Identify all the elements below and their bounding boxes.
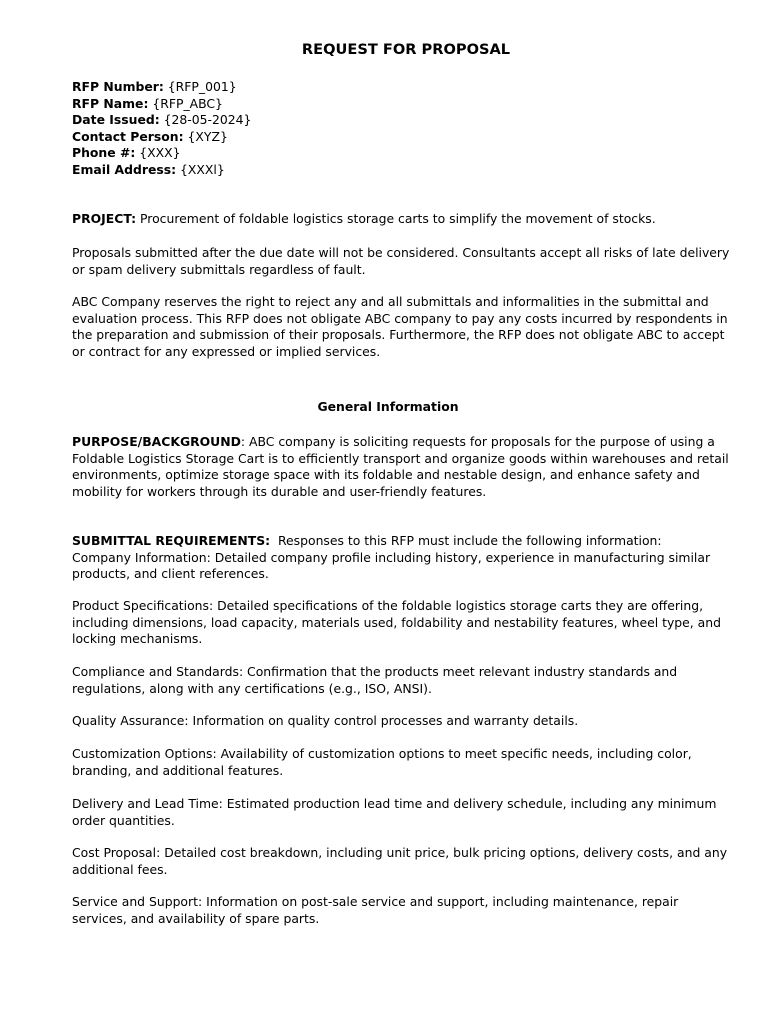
phone-value: {XXX} — [139, 145, 181, 161]
email-value: {XXXl} — [180, 161, 225, 177]
project-paragraph — [72, 211, 732, 228]
customization-options-paragraph: Customization Options: Availability of customization options to meet specific needs, including color, branding, and additional features. — [72, 746, 692, 778]
compliance-standards-paragraph: Compliance and Standards: Confirmation that the products meet relevant industry standards and regulations, along with any certifications (e.g., ISO, ANSI). — [72, 664, 678, 696]
submittal-intro: Responses to this RFP must include the following information: — [270, 533, 662, 548]
contact-person-value: {XYZ} — [187, 128, 228, 144]
date-issued-value: {28-05-2024} — [163, 112, 252, 128]
product-specifications-paragraph: Product Specifications: Detailed specifications of the foldable logistics storage carts they are offering, including dimensions, load capacity, materials used, foldability and nestability features, wheel type, and locking mechanisms. — [72, 598, 721, 647]
company-information-text: Company Information: Detailed company profile including history, experience in manufacturing similar products, and client references. — [72, 549, 711, 582]
rfp-name-line — [72, 96, 251, 113]
submittal-label: SUBMITTAL REQUIREMENTS: — [72, 533, 271, 548]
rfp-name-label: RFP Name: — [72, 95, 149, 111]
email-label: Email Address: — [72, 161, 177, 177]
general-information-heading: General Information — [317, 399, 459, 414]
rfp-number-line — [72, 79, 251, 96]
phone-label: Phone #: — [72, 145, 136, 161]
rfp-name-value: {RFP_ABC} — [152, 95, 223, 111]
contact-person-label: Contact Person: — [72, 128, 184, 144]
rfp-number-label: RFP Number: — [72, 79, 164, 94]
cost-proposal-paragraph: Cost Proposal: Detailed cost breakdown, including unit price, bulk pricing options, delivery costs, and any additional fees. — [72, 845, 728, 877]
purpose-label: PURPOSE/BACKGROUND — [72, 434, 241, 449]
quality-assurance-paragraph: Quality Assurance: Information on quality control processes and warranty details. — [72, 713, 579, 728]
rfp-metadata — [72, 79, 251, 179]
purpose-paragraph — [72, 434, 732, 500]
email-line — [72, 162, 251, 179]
date-issued-line — [72, 112, 251, 129]
phone-line — [72, 145, 251, 162]
submittal-paragraph — [72, 533, 732, 583]
rfp-number-value: {RFP_001} — [167, 79, 237, 94]
service-support-paragraph: Service and Support: Information on post-sale service and support, including maintenance, repair services, and availability of spare parts. — [72, 894, 679, 926]
delivery-lead-time-paragraph: Delivery and Lead Time: Estimated production lead time and delivery schedule, including any minimum order quantities. — [72, 796, 717, 828]
purpose-text: : ABC company is soliciting requests for proposals for the purpose of using a Foldable Logistics Storage Cart is to efficiently transport and organize goods within warehouses and retail environments, optimize storage space with its foldable and nestable design, and enhance safety and mobility for workers through its durable and user-friendly features. — [72, 434, 729, 499]
project-label: PROJECT: — [72, 211, 137, 226]
contact-person-line — [72, 129, 251, 146]
reserve-rights-paragraph: ABC Company reserves the right to reject any and all submittals and informalities in the submittal and evaluation process. This RFP does not obligate ABC company to pay any costs incurred by respondents in the preparation and submission of their proposals. Furthermore, the RFP does not obligate ABC to accept or contract for any expressed or implied services. — [72, 294, 728, 359]
date-issued-label: Date Issued: — [72, 112, 160, 128]
document-title: REQUEST FOR PROPOSAL — [301, 41, 511, 58]
late-policy-paragraph: Proposals submitted after the due date will not be considered. Consultants accept all risks of late delivery or spam delivery submittals regardless of fault. — [72, 245, 730, 277]
project-text: Procurement of foldable logistics storage carts to simplify the movement of stocks. — [140, 211, 656, 226]
